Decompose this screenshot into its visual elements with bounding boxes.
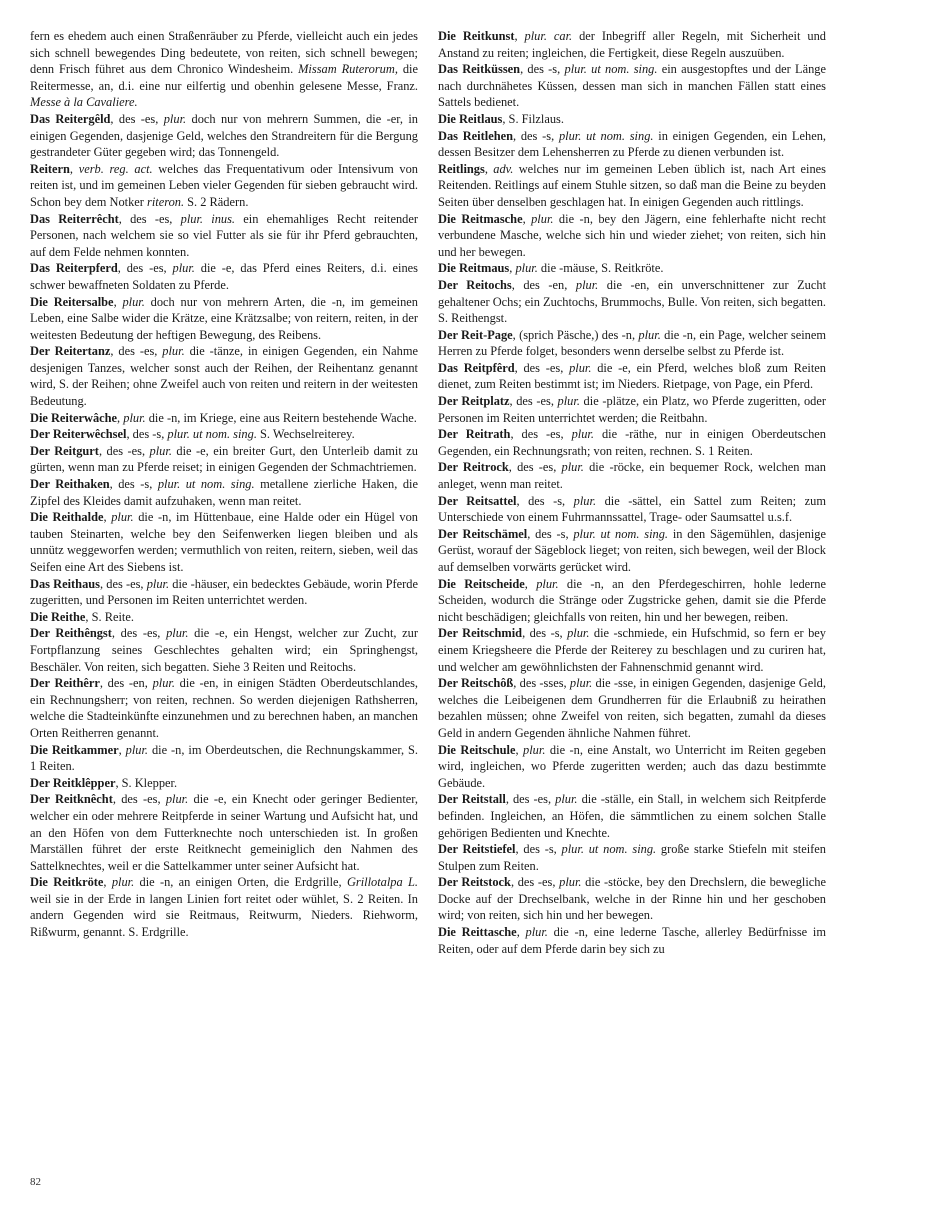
entry-headword: Der Reithêrr [30,676,100,691]
entry-headword: Der Reitstock [438,875,511,890]
entry-text: , [117,410,124,425]
entry-text: , des -es, [118,211,181,226]
dictionary-entry [438,459,826,492]
dictionary-entry [30,742,418,775]
entry-text: , des -es, [510,427,572,442]
dictionary-entry [30,476,418,509]
entry-headword: Der Reitschmid [438,626,523,641]
dictionary-entry [30,443,418,476]
entry-text: , des -en, [99,676,153,691]
entry-italic-text: plur. [555,792,578,807]
entry-italic-text: plur. ut nom. sing. [157,477,255,492]
entry-text: S. Wechselreiterey. [256,427,355,442]
entry-headword: Die Reitmasche [438,211,523,226]
entry-headword: Der Reitschôß [438,676,514,691]
dictionary-entry [30,343,418,409]
dictionary-entry [30,410,418,427]
entry-text: die -häuser, ein bedecktes Gebäude, worin Pferde zugeritten, und Personen im Reiten unterrichtet werden. [30,576,419,608]
entry-text: die -en, in einigen Städten Oberdeutschlandes, ein Rechnungsherr; von reiten, rechnen. So werden diejenigen Rathsherren, welche die Stadteinkünfte einzunehmen und zu berechnen haben, an manchen Orten Reitherren genannt. [30,676,418,740]
entry-text: metallene zierliche Haken, die Zipfel des Kleides damit aufzuhaken, wenn man reitet. [30,477,418,508]
entry-italic-text: adv. [493,161,514,176]
entry-headword: Das Reitergêld [30,111,111,126]
entry-text: , des -s, [520,62,565,77]
dictionary-entry [30,576,418,609]
dictionary-entry [438,426,826,459]
dictionary-entry [30,28,418,111]
entry-headword: Das Reiterrêcht [30,211,119,226]
entry-italic-text: plur. [567,626,590,641]
entry-headword: Der Reitsattel [438,493,517,508]
dictionary-entry [438,327,826,360]
dictionary-entry [438,260,826,277]
entry-italic-text: riteron. [147,194,185,209]
entry-text: , [524,576,537,591]
entry-italic-text: plur. [162,344,185,359]
entry-text: weil sie in der Erde in langen Linien fort reitet oder wühlet, S. 2 Reiten. In andern Gegenden wird sie Reitmaus, Reitwurm, Nieders. Riehworm, Rißwurm, genannt. S. Erdgrille. [30,891,418,940]
entry-text: die Reitermesse, an, d.i. eine nur eilfertig und obenhin gelesene Messe, Franz. [30,62,418,93]
entry-text: , [522,211,532,226]
entry-italic-text: plur. [165,792,189,807]
entry-italic-text: plur. [111,875,135,890]
entry-text: doch nur von mehrern Summen, die -er, in einigen Gegenden, dasjenige Geld, welches den Strandreitern für die Bergung gestrandeter Güter gegeben wird; das Tonnengeld. [30,111,418,160]
entry-text: , des -es, [509,394,558,409]
entry-italic-text: Missam Ruterorum, [298,62,398,77]
dictionary-entry [438,924,826,957]
entry-headword: Der Reit-Page [438,327,513,342]
entry-headword: Der Reitknêcht [30,792,113,807]
entry-text: die -e, ein breiter Gurt, den Unterleib damit zu gürten, wenn man zu Pferde reiset; in einigen Gegenden der Schmachtriemen. [30,443,418,475]
entry-italic-text: plur. [638,327,661,342]
entry-headword: Der Reithêngst [30,626,112,641]
entry-italic-text: plur. [559,875,582,890]
entry-text: , [118,742,126,757]
entry-italic-text: plur. ut nom. sing. [573,526,669,541]
entry-italic-text: verb. reg. act. [78,161,153,176]
entry-headword: Die Reitkunst [438,29,515,43]
entry-text: die -sse, in einigen Gegenden, dasjenige Geld, welches die Leibeigenen dem Grundherren für die Erlaubniß zu heirathen bezahlen müssen; ohne Zweifel von reiten, sich begatten, zumahl da dieses Geld in andern Gegenden ähnliche Nahmen führet. [438,676,826,740]
entry-italic-text: plur. ut nom. sing. [561,842,657,857]
entry-text: die -ställe, ein Stall, in welchem sich Reitpferde befinden. Ingleichen, an Höfen, die sämmtlichen zu einem solchen Stalle gehörigen Bedienten und Knechte. [438,792,827,840]
entry-text: die -en, ein unverschnittener zur Zucht gehaltener Ochs; ein Zuchtochs, Brummochs, Bulle. Von reiten, sich begatten. S. Reithengst. [438,277,827,326]
entry-text: , des -s, [109,477,158,492]
entry-text: , des -es, [514,360,570,375]
entry-headword: Der Reitgurt [30,443,99,458]
page-number: 82 [30,1176,41,1188]
entry-text: , des -s, [516,493,574,508]
entry-text: die -n, an den Pferdegeschirren, hohle lederne Scheiden, wodurch die Stränge oder Zugstricke gehen, damit sie die Pferde nicht beschädigen; gleichfalls von reiten, hin und her bewegen, reiben. [438,576,826,624]
entry-italic-text: Grillotalpa L. [346,875,418,890]
entry-text: die -stöcke, bey den Drechslern, die bewegliche Docke auf der Drechselbank, welche in der Rinne hin und her geschoben wird; von reiten, sich hin und her bewegen. [438,875,826,923]
dictionary-entry [438,874,826,924]
dictionary-entry [438,277,826,327]
entry-italic-text: plur. [166,626,189,641]
entry-text: , des -s, [515,842,562,857]
entry-text: die -e, ein Knecht oder geringer Bedienter, welcher ein oder mehrere Reitpferde in seiner Wartung und Aufsicht hat, und an den Höfen von dem Futterknechte noch unterschieden ist. In großen Marställen führet der erste Reitknecht gemeiniglich den Nahmen des Sattelknechtes, weil er die Sattelkammer unter seiner Aufsicht hat. [30,792,419,873]
entry-italic-text: plur. [125,742,149,757]
entry-text: , des -es, [110,111,164,126]
entry-headword: Der Reiterwêchsel [30,427,127,442]
dictionary-entry [438,675,826,741]
entry-text: , (sprich Päsche,) des -n, [512,327,639,342]
entry-headword: Das Reithaus [30,576,100,591]
dictionary-entry [30,791,418,874]
entry-italic-text: plur. [523,742,546,757]
entry-headword: Reitlings [438,161,485,176]
entry-headword: Das Reitlehen [438,128,513,143]
entry-text: , [113,294,123,309]
entry-text: , des -en, [511,277,576,292]
dictionary-entry [30,211,418,261]
entry-italic-text: plur. inus. [180,211,236,226]
dictionary-entry [438,61,826,111]
entry-headword: Die Reitkammer [30,742,119,757]
entry-text: , des -s, [512,128,559,143]
entry-text: , des -es, [117,261,173,276]
entry-text: , des -es, [110,344,163,359]
entry-italic-text: plur. [111,510,134,525]
entry-italic-text: plur. ut nom. sing. [558,128,654,143]
dictionary-entry [438,625,826,675]
dictionary-entry [30,426,418,443]
dictionary-entry [30,675,418,741]
entry-text: die -schmiede, ein Hufschmid, so fern er bey einem Kriegsheere die Pferde der Reiterey zu beschlagen und zu curiren hat, und welcher am gewöhnlichsten der Fahnenschmid genannt wird. [438,626,826,674]
entry-italic-text: plur. [573,493,597,508]
entry-text: , des -s, [527,526,574,541]
entry-headword: Reitern [30,161,70,176]
entry-italic-text: plur. [557,394,580,409]
entry-text: in den Sägemühlen, dasjenige Gerüst, worauf der Sägeblock lieget; von reiten, sich bewegen, weil der Block auf demselben vorwärts gerücket wird. [438,526,826,574]
entry-italic-text: plur. ut nom. sing. [564,62,658,77]
entry-headword: Die Reitscheide [438,576,525,591]
entry-text: , [515,742,524,757]
entry-text: S. 2 Rädern. [184,194,249,209]
entry-headword: Das Reitküssen [438,62,521,77]
dictionary-entry [438,841,826,874]
dictionary-entry [30,260,418,293]
entry-italic-text: plur. ut nom. sing. [167,427,257,442]
entry-text: ein ausgestopftes und der Länge nach durchnähetes Küssen, dessen man sich in manchen Fällen statt eines Sattels bedienet. [438,62,826,110]
entry-headword: Das Reitpfêrd [438,360,515,375]
entry-headword: Der Reitklêpper [30,775,116,790]
entry-text: die -röcke, ein bequemer Rock, welchen man anleget, wenn man reitet. [438,460,826,492]
entry-text: , [484,161,494,176]
dictionary-entry [30,294,418,344]
entry-text: , S. Reite. [85,609,134,624]
entry-text: , [103,510,112,525]
entry-text: , [509,261,516,276]
entry-text: der Inbegriff aller Regeln, mit Sicherheit und Anstand zu reiten; ingleichen, die Fertigkeit, diese Regeln auszuüben. [438,29,826,60]
entry-italic-text: plur. [163,111,187,126]
entry-text: in einigen Gegenden, ein Lehen, dessen Besitzer dem Lehensherren zu Pferde zu dienen verbunden ist. [438,128,826,160]
dictionary-entry [438,526,826,576]
entry-italic-text: plur. [525,925,548,940]
entry-italic-text: plur. [149,443,172,458]
entry-text: die -e, ein Pferd, welches bloß zum Reiten dienet, zum Reiten bestimmt ist; im Nieders. Rietpage, von Page, ein Pferd. [438,360,826,392]
entry-italic-text: plur. [569,360,592,375]
entry-text: die -n, ein Page, welcher seinem Herren zu Pferde folget, besonders wenn derselbe selbst zu Pferde ist. [438,327,826,359]
entry-text: die -plätze, ein Platz, wo Pferde zugeritten, oder Personen im Reiten unterrichtet werden; die Reitbahn. [438,394,826,425]
entry-text: , des -es, [111,626,167,641]
entry-text: die -e, ein Hengst, welcher zur Zucht, zur Fortpflanzung seines Geschlechtes gehalten wird; ein Springhengst, Beschäler. Von reiten, sich begatten. Siehe 3 Reiten und Reitochs. [30,626,418,674]
entry-headword: Die Reittasche [438,925,517,940]
entry-text: die -räthe, nur in einigen Oberdeutschen Gegenden, ein Rechnungsrath; von reiten, rechnen. S. 1 Reiten. [438,427,826,458]
dictionary-entry [438,28,826,61]
entry-text: die -n, bey den Jägern, eine fehlerhafte nicht recht verbundene Masche, welche sich hin und wieder ziehet; von reiten, sich hin und her bewegen. [438,211,826,259]
entry-italic-text: plur. [123,410,146,425]
entry-headword: Die Reitschule [438,742,516,757]
entry-italic-text: plur. [122,294,145,309]
dictionary-entry [438,360,826,393]
entry-headword: Der Reitstiefel [438,842,516,857]
entry-headword: Der Reitertanz [30,344,111,359]
entry-text: ein ehemahliges Recht reitender Personen, nach welchem sie so viel Futter als sie für ihr Pferd gebrauchten, auf dem Felde nehmen konnten. [30,211,418,259]
entry-text: , des -s, [522,626,568,641]
entry-italic-text: plur. [172,261,195,276]
entry-text: welches nur im gemeinen Leben üblich ist, nach Art eines Reitenden. Reitlings auf einem Stuhle sitzen, so daß man die Beine zu beyden Seiten über denselben geschlagen hat. In einigen Gegenden auch rittlings. [438,161,827,209]
dictionary-entry [438,742,826,792]
entry-headword: Der Reitplatz [438,394,510,409]
entry-text: welches das Frequentativum oder Intensivum von reiten ist, und im gemeinen Leben vieler Gegenden für sieben gebraucht wird. Schon bey dem Notker [30,161,418,209]
entry-text: , [103,875,112,890]
left-column [30,28,418,941]
dictionary-entry [30,775,418,792]
entry-text: , des -es, [505,792,556,807]
entry-text: , des -es, [510,875,560,890]
entry-headword: Der Reithaken [30,477,110,492]
entry-italic-text: plur. [146,576,170,591]
entry-italic-text: plur. car. [524,29,573,43]
entry-text: , des -es, [99,576,147,591]
entry-text: die -n, im Kriege, eine aus Reitern bestehende Wache. [145,410,417,425]
entry-text: doch nur von mehrern Arten, die -n, im gemeinen Leben, eine Salbe wider die Krätze, eine Krätzsalbe; von reitern, reiten, in der weitesten Bedeutung der heftigen Bewegung, des Reibens. [30,294,418,342]
entry-italic-text: Messe à la Cavaliere. [30,95,138,110]
entry-headword: Die Reithalde [30,510,104,525]
entry-headword: Der Reitrock [438,460,509,475]
entry-headword: Der Reitstall [438,792,506,807]
dictionary-entry [30,609,418,626]
dictionary-entry [438,791,826,841]
entry-italic-text: plur. [571,427,594,442]
entry-text: die -n, im Hüttenbaue, eine Halde oder ein Hügel von tauben Steinarten, welche bey den Seifenwerken liegen bleiben und als unnütz weggeworfen werden; vermuthlich von reiten, reitern, sieben, weil das Seifen eine Art des Siebens ist. [30,510,418,574]
entry-text: , [516,925,526,940]
entry-headword: Der Reitrath [438,427,511,442]
entry-italic-text: plur. [515,261,538,276]
entry-italic-text: plur. [531,211,554,226]
dictionary-entry [30,625,418,675]
entry-headword: Die Reitkröte [30,875,104,890]
entry-text: große starke Stiefeln mit steifen Stulpen zum Reiten. [438,842,826,873]
entry-italic-text: plur. [569,676,593,691]
entry-text: , des -s, [126,427,168,442]
entry-text: die -n, an einigen Orten, die Erdgrille, [134,875,347,890]
dictionary-entry [438,128,826,161]
right-column [438,28,826,957]
entry-text: , des -sses, [513,676,570,691]
dictionary-entry [438,576,826,626]
entry-text: die -n, im Oberdeutschen, die Rechnungskammer, S. 1 Reiten. [30,742,419,774]
entry-italic-text: plur. [575,277,599,292]
entry-text: die -n, eine Anstalt, wo Unterricht im Reiten gegeben wird, ingleichen, wo Pferde zugeritten werden; auch das dazu bestimmte Gebäude. [438,742,826,790]
dictionary-entry [438,161,826,211]
entry-text: die -mäuse, S. Reitkröte. [537,261,664,276]
dictionary-entry [438,393,826,426]
entry-text: , S. Filzlaus. [502,111,564,126]
entry-headword: Die Reithe [30,609,86,624]
entry-text: , des -es, [112,792,166,807]
entry-text: fern es ehedem auch einen Straßenräuber zu Pferde, vielleicht auch ein jedes sich schnell bewegendes Ding bedeutete, von reiten, sich schnell bewegen; denn Frisch führet aus dem Chronico Windesheim. [30,29,418,77]
dictionary-entry [30,509,418,575]
entry-text: , des -es, [508,460,562,475]
entry-italic-text: plur. [536,576,559,591]
entry-italic-text: plur. [561,460,584,475]
entry-text: , [514,29,525,43]
entry-text: die -tänze, in einigen Gegenden, ein Nahme desjenigen Tanzes, welcher sonst auch der Reihen, der Reihentanz genannt wird, S. der Reihen; ohne Zweifel auch von reiten und reitern in der weitesten Bedeutung. [30,344,418,409]
dictionary-entry [438,211,826,261]
entry-text: , S. Klepper. [115,775,178,790]
dictionary-entry [30,874,418,940]
entry-headword: Die Reitersalbe [30,294,114,309]
dictionary-entry [438,111,826,128]
dictionary-entry [438,493,826,526]
entry-headword: Die Reitlaus [438,111,503,126]
entry-headword: Der Reitschämel [438,526,528,541]
entry-headword: Die Reitmaus [438,261,510,276]
entry-text: , des -es, [98,443,150,458]
dictionary-entry [30,111,418,161]
entry-text: die -e, das Pferd eines Reiters, d.i. eines schwer bewaffneten Soldaten zu Pferde. [30,261,418,292]
entry-headword: Der Reitochs [438,277,512,292]
entry-headword: Die Reiterwâche [30,410,118,425]
entry-text: die -sättel, ein Sattel zum Reiten; zum Unterschiede von einem Fuhrmannssattel, Trage- oder Saumsattel u.s.f. [438,493,826,525]
entry-italic-text: plur. [152,676,175,691]
entry-text: , [69,161,79,176]
dictionary-entry [30,161,418,211]
entry-text: die -n, eine lederne Tasche, allerley Bedürfnisse im Reiten, oder auf dem Pferde darin bey sich zu [438,925,826,956]
entry-headword: Das Reiterpferd [30,261,118,276]
